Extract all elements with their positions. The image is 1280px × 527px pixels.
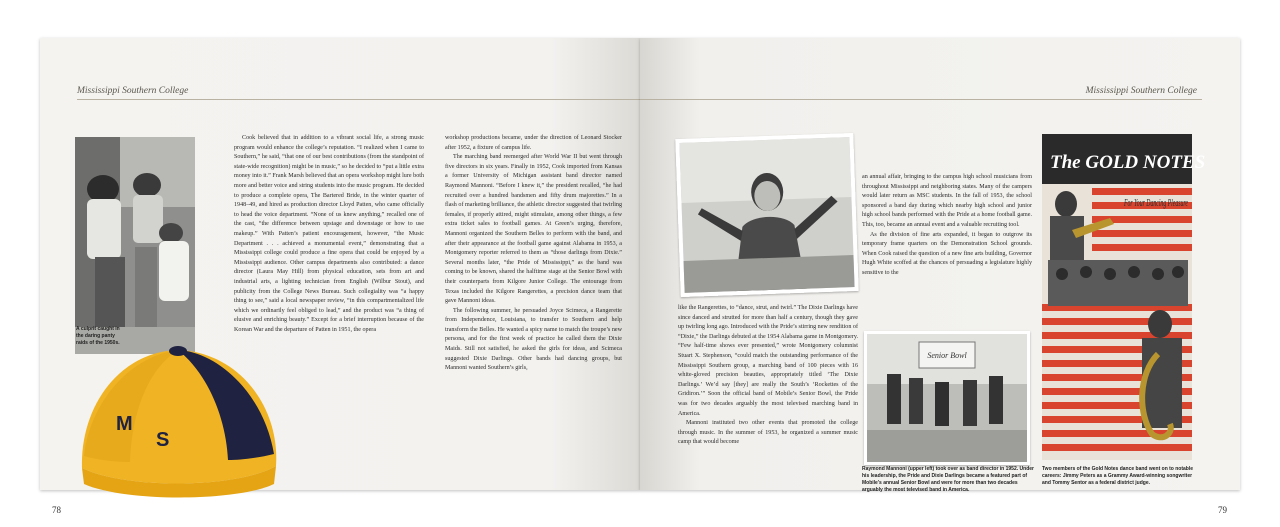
poster-title-text: The GOLD NOTES	[1050, 152, 1206, 173]
cap-letter-s: S	[156, 429, 170, 451]
paragraph: Cook believed that in addition to a vibrant social life, a strong music program would enhance the college’s reputation. “I realized when I came to Southern,” he said, “that one of our best contributions (from the standpoint of state-wide recognition) might be in music,” so he decided to “put a little extra money into it.” Frank Marsh believed that an opera workshop might lure both more and better voice and string students into the music program. He decided to produce a complete opera, The Bartered Bride, in the winter quarter of 1948–49, and hired as production director Lloyd Patten, who came officially to head the voice department. “None of us knew anything,” recalled one of the cast, “the difference between upstage and downstage or how to use makeup.” With Patten’s patient encouragement, however, “the Music Department . . . achieved a monumental event,” demonstrating that a Mississippi college could produce a fine opera that could be enjoyed by a Mississippi audience. Other campus departments also contributed: a dance director (Laura May Hill) from physical education, sets from art and industrial arts, a lighting technician from English (Wilbur Stout), and publicity from the College News Bureau. Such collegiality was “a happy thing to see,” said a local newspaper review, “in this compartmentalized life which we ordinarily feel obliged to lead,” and the product was “a thing of elusive and enriching beauty.” Except for a brief interruption because of the Korean War and the departure of Patten in 1951, the opera	[234, 135, 424, 333]
dixie-darlings-photo	[864, 331, 1030, 465]
paragraph: As the division of fine arts expanded, it began to outgrow its temporary frame quarters on the Demonstration School grounds. When Cook raised the question of a new fine arts building, Governor Hugh White scoffed at the chances of persuading a legislature highly sensitive to the	[862, 231, 1032, 276]
mannoni-caption: Raymond Mannoni (upper left) took over as band director in 1952. Under his leadership, the Pride and Dixie Darlings became a featured part of Mobile’s annual Senior Bowl and were for more than two decades arguably the most televised band in America.	[862, 466, 1034, 493]
senior-bowl-sign-text: Senior Bowl	[927, 351, 967, 360]
panty-raid-caption: A culprit caught in the daring panty raids of the 1950s.	[76, 326, 120, 346]
gold-notes-poster	[1042, 134, 1206, 460]
msc-beanie-photo	[68, 338, 288, 503]
paragraph: The marching band reemerged after World War II but went through five directors in six years. Finally in 1952, Cook imported from Kansas a former University of Michigan assistant band director named Raymond Mannoni. “Before I knew it,” the president recalled, “he had recruited over a hundred bandsmen and fifty drum majorettes.” In a flash of marketing brilliance, the athletic director suggested that twirling females, if properly attired, might stimulate, among other things, a few extra ticket sales to football games. At Green’s urging, therefore, Mannoni organized the Southern Belles to perform with the band, and after their appearance at the football game against Alabama in 1953, a Montgomery reporter referred to them as “those darlings from Dixie.” Several months later, “the Pride of Mississippi,” as the band was coming to be known, shared the halftime stage at the Senior Bowl with their counterparts from Kilgore Junior College. The entourage from Texas included the Kilgore Rangerettes, a precision dance team that gave Mannoni ideas.	[445, 154, 622, 305]
left-text-column-2	[445, 134, 622, 374]
poster-tagline-text: For Your Dancing Pleasure	[1123, 198, 1189, 209]
cap-letter-c: C	[190, 439, 205, 461]
paragraph: an annual affair, bringing to the campus high school musicians from throughout Mississippi and neighboring states. Many of the campers would later return as MSC students. In the fall of 1953, the school sponsored a band day during which nearby high school and junior high school bands performed with the Pride at a home football game. This, too, became an annual event and a valuable recruiting tool.	[862, 174, 1032, 228]
panty-raid-photo	[75, 137, 195, 354]
paragraph: Mannoni instituted two other events that promoted the college through music. In the summer of 1953, he organized a summer music camp that would become	[678, 420, 858, 446]
right-text-column-1	[678, 304, 858, 448]
mannoni-conducting-photo	[675, 133, 858, 297]
left-page	[40, 38, 640, 515]
left-text-column-1	[234, 134, 424, 335]
cap-letter-m: M	[116, 413, 133, 435]
paragraph: workshop productions became, under the direction of Leonard Stocker after 1952, a fixture of campus life.	[445, 135, 622, 151]
page-number: 78	[52, 505, 61, 515]
header-rule	[77, 99, 640, 100]
paragraph: The following summer, he persuaded Joyce Scimeca, a Rangerette from Independence, Louisiana, to transfer to Southern and help transform the Belles. He wanted a spicy name to match the troupe’s new persona, and for the first week of practice he called them the Dixie Maids. Still not satisfied, he asked the girls for ideas, and Scimeca suggested Dixie Darlings. Other bands had dancing groups, but Mannoni wanted Southern’s girls,	[445, 307, 622, 372]
paragraph: like the Rangerettes, to “dance, strut, and twirl.” The Dixie Darlings have since danced and strutted for more than half a century, though they gave up twirling long ago. Introduced with the Pride’s stirring new rendition of “Dixie,” the Darlings debuted at the 1954 Alabama game in Montgomery. “Few half-time shows ever presented,” wrote Montgomery columnist Stuart X. Stephenson, “could match the outstanding performance of the Mississippi Southern group, a marching band of 100 pieces with 16 white-gloved precision beauties, appropriately titled ‘The Dixie Darlings.’ We’d say [they] are really the South’s ‘Rockettes of the Gridiron.’” Soon the official band of Mobile’s Senior Bowl, the Pride was for two decades arguably the most televised marching band in America.	[678, 305, 858, 417]
page-number: 79	[1218, 505, 1227, 515]
right-page	[640, 38, 1240, 515]
running-header: Mississippi Southern College	[1085, 86, 1197, 96]
running-header: Mississippi Southern College	[77, 86, 189, 96]
gold-notes-caption: Two members of the Gold Notes dance band went on to notable careers: Jimmy Peters as a Grammy Award-winning songwriter and Tommy Sentor as a federal district judge.	[1042, 466, 1194, 486]
right-text-column-2	[862, 173, 1032, 279]
header-rule	[640, 99, 1202, 100]
